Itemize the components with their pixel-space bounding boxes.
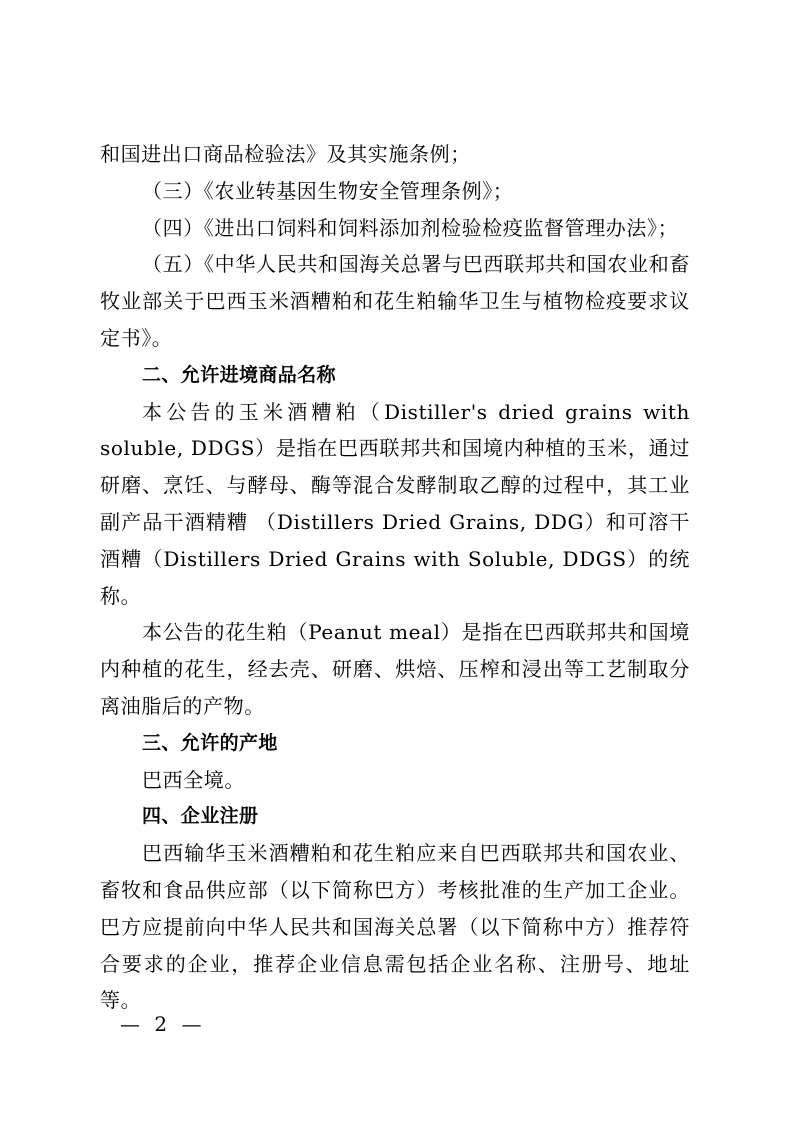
paragraph-law-continuation: 和国进出口商品检验法》及其实施条例； (100, 142, 471, 166)
paragraph-item-5: （五）《中华人民共和国海关总署与巴西联邦共和国农业和畜牧业部关于巴西玉米酒糟粕和花生粕输华卫生与植物检疫要求议定书》。 (100, 252, 690, 350)
paragraph-origin: 巴西全境。 (142, 767, 245, 792)
paragraph-enterprise-registration: 巴西输华玉米酒糟粕和花生粕应来自巴西联邦共和国农业、畜牧和食品供应部（以下简称巴方）考核批准的生产加工企业。巴方应提前向中华人民共和国海关总署（以下简称中方）推荐符合要求的企业，推荐企业信息需包括企业名称、注册号、地址等。 (100, 841, 690, 1013)
paragraph-ddgs-definition: 本公告的玉米酒糟粕（Distiller's dried grains with soluble, DDGS）是指在巴西联邦共和国境内种植的玉米，通过研磨、烹饪、与酵母、酶等混合发酵制取乙醇的过程中，其工业副产品干酒精糟 （Distillers Dried Grains, DDG）和可溶干酒糟（Distillers Dried Grains with Soluble, DDGS）的统称。 (100, 399, 690, 608)
section-heading-enterprise-registration: 四、企业注册 (142, 805, 259, 828)
paragraph-item-4: （四）《进出口饲料和饲料添加剂检验检疫监督管理办法》； (142, 215, 679, 240)
paragraph-item-3: （三）《农业转基因生物安全管理条例》； (142, 178, 514, 203)
page-number: — 2 — (120, 1012, 206, 1036)
section-heading-permitted-products: 二、允许进境商品名称 (142, 363, 337, 386)
section-heading-origin: 三、允许的产地 (142, 731, 278, 754)
document-body (100, 136, 690, 1019)
paragraph-peanut-meal-definition: 本公告的花生粕（Peanut meal）是指在巴西联邦共和国境内种植的花生，经去壳、研磨、烘焙、压榨和浸出等工艺制取分离油脂后的产物。 (100, 620, 690, 718)
